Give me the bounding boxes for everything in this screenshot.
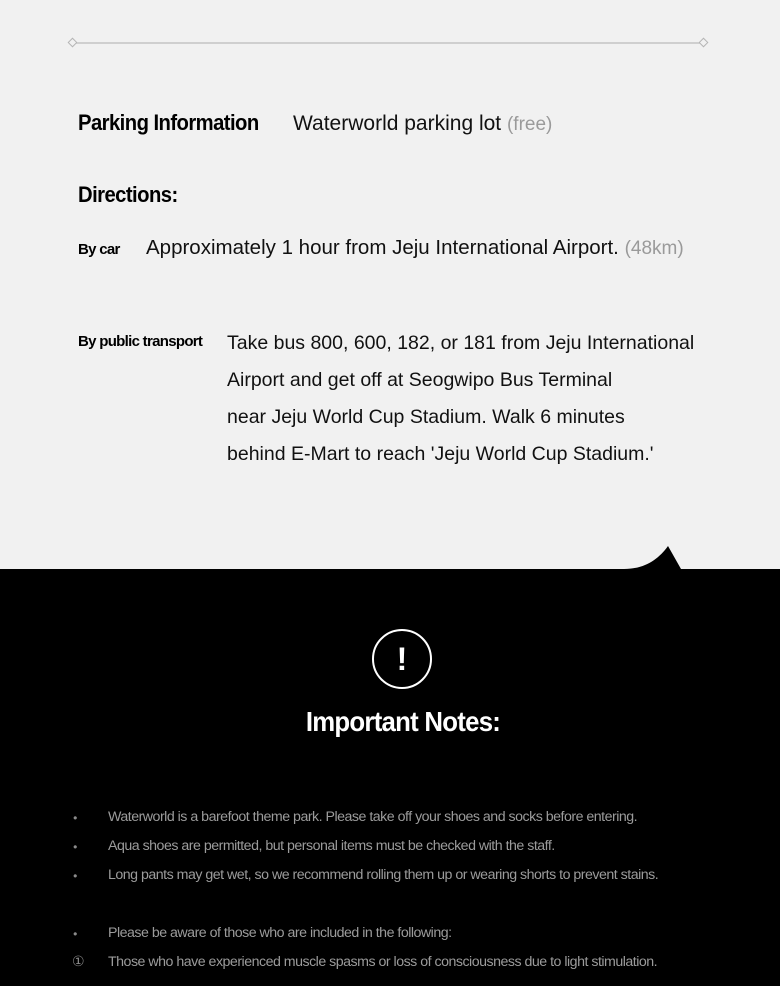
numbered-list-item — [70, 950, 750, 979]
note-text: Aqua shoes are permitted, but personal items must be checked with the staff. — [108, 838, 555, 854]
public-transport-line: behind E-Mart to reach 'Jeju World Cup Stadium.' — [227, 443, 654, 465]
list-item — [70, 921, 750, 950]
divider-right-ornament — [699, 38, 709, 48]
parking-info-label: Parking Information — [78, 110, 259, 135]
clipped-heading-text — [0, 0, 780, 9]
by-car-label: By car — [78, 241, 120, 258]
by-car-distance: (48km) — [624, 238, 684, 259]
by-public-transport-label: By public transport — [78, 333, 203, 350]
bullet-icon: • — [73, 811, 77, 825]
parking-info-value — [293, 112, 552, 136]
divider-left-ornament — [68, 38, 78, 48]
public-transport-line: Take bus 800, 600, 182, or 181 from Jeju International — [227, 332, 695, 354]
list-spacer — [70, 892, 750, 921]
directions-heading: Directions: — [78, 182, 178, 207]
by-car-text: Approximately 1 hour from Jeju International Airport. — [146, 236, 619, 259]
bullet-icon: • — [73, 840, 77, 854]
exclamation-icon: ! — [372, 629, 432, 689]
note-text: Those who have experienced muscle spasms or loss of consciousness due to light stimulation. — [108, 954, 658, 970]
circled-number-one-icon: ① — [71, 953, 85, 969]
public-transport-line: near Jeju World Cup Stadium. Walk 6 minutes — [227, 406, 625, 428]
note-text: Long pants may get wet, so we recommend rolling them up or wearing shorts to prevent stains. — [108, 867, 659, 883]
parking-lot-name: Waterworld parking lot — [293, 112, 502, 135]
important-notes-title: Important Notes: — [305, 706, 501, 737]
note-text: Please be aware of those who are included in the following: — [108, 925, 452, 941]
bullet-icon: • — [73, 869, 77, 883]
notes-list — [70, 805, 750, 979]
public-transport-directions — [227, 325, 727, 473]
public-transport-line: Airport and get off at Seogwipo Bus Terminal — [227, 369, 613, 391]
bullet-icon: • — [73, 927, 77, 941]
list-item — [70, 863, 750, 892]
list-item — [70, 834, 750, 863]
by-car-directions — [146, 236, 684, 260]
parking-fee-note: (free) — [506, 114, 553, 135]
section-divider — [72, 42, 704, 44]
list-item — [70, 805, 750, 834]
speech-tail-decoration — [610, 540, 700, 572]
note-text: Waterworld is a barefoot theme park. Please take off your shoes and socks before entering. — [108, 809, 638, 825]
